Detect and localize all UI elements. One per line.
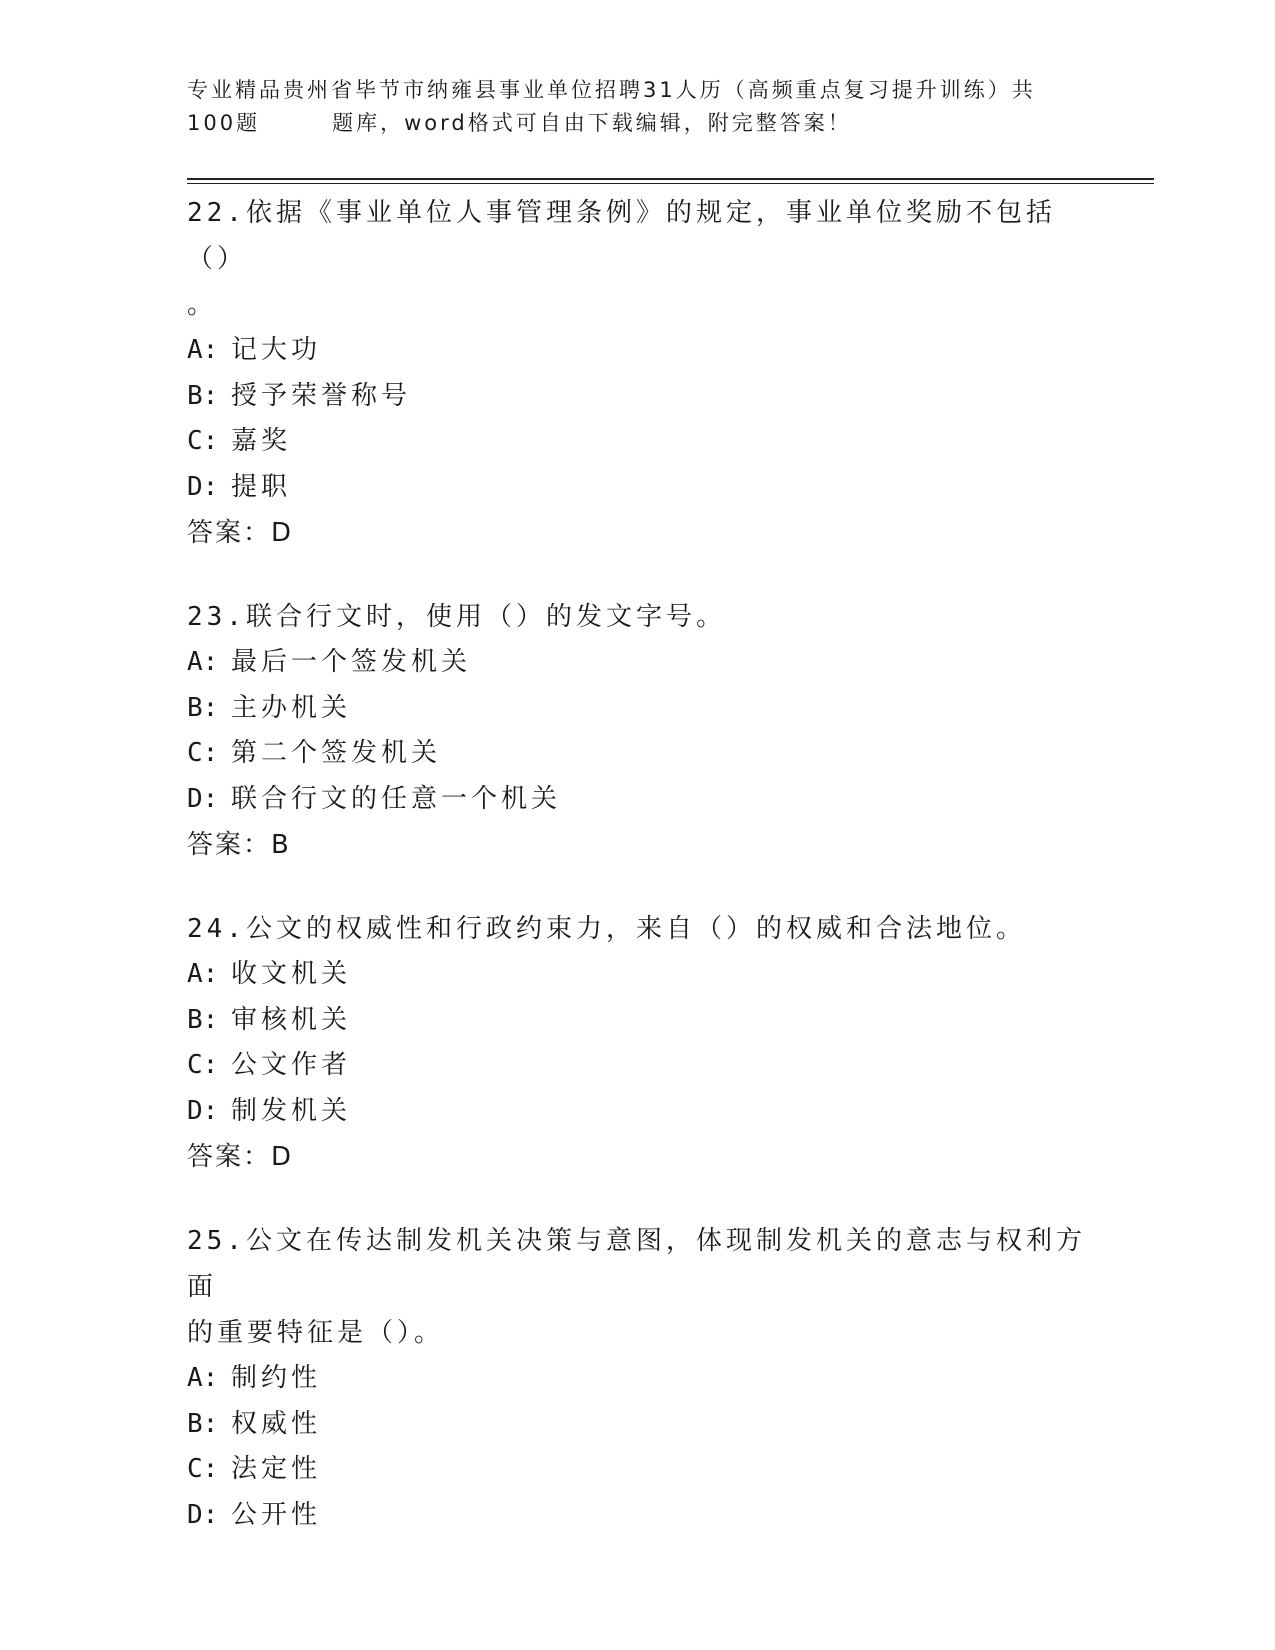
answer-text: 答案：D [187,1142,294,1172]
header-title-line2 [187,107,1087,140]
option-text: 记大功 [231,335,322,365]
option-letter: C: [187,1050,219,1080]
option-text: 审核机关 [231,1004,352,1035]
answer-text: 答案：B [187,830,291,860]
option-text: 第二个签发机关 [231,738,442,768]
option-text: 联合行文的任意一个机关 [231,783,562,814]
header-divider-thin [187,183,1154,184]
option-letter: B: [187,380,219,411]
question-item [187,906,1087,1180]
option-letter: B: [187,1004,219,1035]
option-letter: A: [187,647,219,677]
option-text: 法定性 [231,1454,322,1484]
option-a [187,952,1087,998]
option-letter: C: [187,1454,219,1484]
option-d [187,777,1087,823]
option-c [187,419,1087,465]
option-a [187,328,1087,374]
option-letter: A: [187,1363,219,1393]
header-title-line1: 专业精品贵州省毕节市纳雍县事业单位招聘31人历（高频重点复习提升训练）共 [187,78,1036,102]
option-b [187,374,1087,420]
option-letter: D: [187,1095,219,1126]
answer-text: 答案：D [187,518,294,548]
option-letter: A: [187,335,219,365]
option-text: 公开性 [231,1499,322,1530]
option-letter: C: [187,738,219,768]
option-text: 最后一个签发机关 [231,647,472,677]
option-text: 嘉奖 [231,426,292,456]
question-list [187,190,1087,1576]
option-text: 主办机关 [231,692,352,723]
question-item [187,190,1087,556]
option-text: 提职 [231,471,292,502]
option-text: 公文作者 [231,1050,352,1080]
option-c [187,1043,1087,1089]
option-d [187,465,1087,511]
option-text: 制约性 [231,1363,322,1393]
option-letter: D: [187,783,219,814]
option-letter: C: [187,426,219,456]
option-d [187,1493,1087,1539]
option-text: 授予荣誉称号 [231,380,412,411]
question-item [187,594,1087,868]
option-letter: A: [187,959,219,989]
option-letter: D: [187,471,219,502]
option-c [187,1447,1087,1493]
option-text: 权威性 [231,1408,322,1439]
question-item [187,1218,1087,1538]
question-text: 22.依据《事业单位人事管理条例》的规定，事业单位奖励不包括（） [187,198,1056,274]
header-question-count: 100题 [187,111,261,135]
question-text-continuation: 。 [187,290,218,320]
option-a [187,640,1087,686]
option-d [187,1089,1087,1135]
option-text: 制发机关 [231,1095,352,1126]
option-letter: B: [187,692,219,723]
question-text: 25.公文在传达制发机关决策与意图，体现制发机关的意志与权利方面 [187,1226,1086,1302]
header-description: 题库，word格式可自由下载编辑，附完整答案！ [332,111,852,135]
option-text: 收文机关 [231,959,352,989]
option-b [187,686,1087,732]
question-text-continuation: 的重要特征是（）。 [187,1318,445,1348]
option-a [187,1356,1087,1402]
option-b [187,998,1087,1044]
header-divider-thick [187,178,1154,180]
document-header [187,74,1087,140]
question-text: 23.联合行文时，使用（）的发文字号。 [187,602,726,632]
option-c [187,731,1087,777]
option-letter: D: [187,1499,219,1530]
option-b [187,1402,1087,1448]
question-text: 24.公文的权威性和行政约束力，来自（）的权威和合法地位。 [187,914,1026,944]
option-letter: B: [187,1408,219,1439]
